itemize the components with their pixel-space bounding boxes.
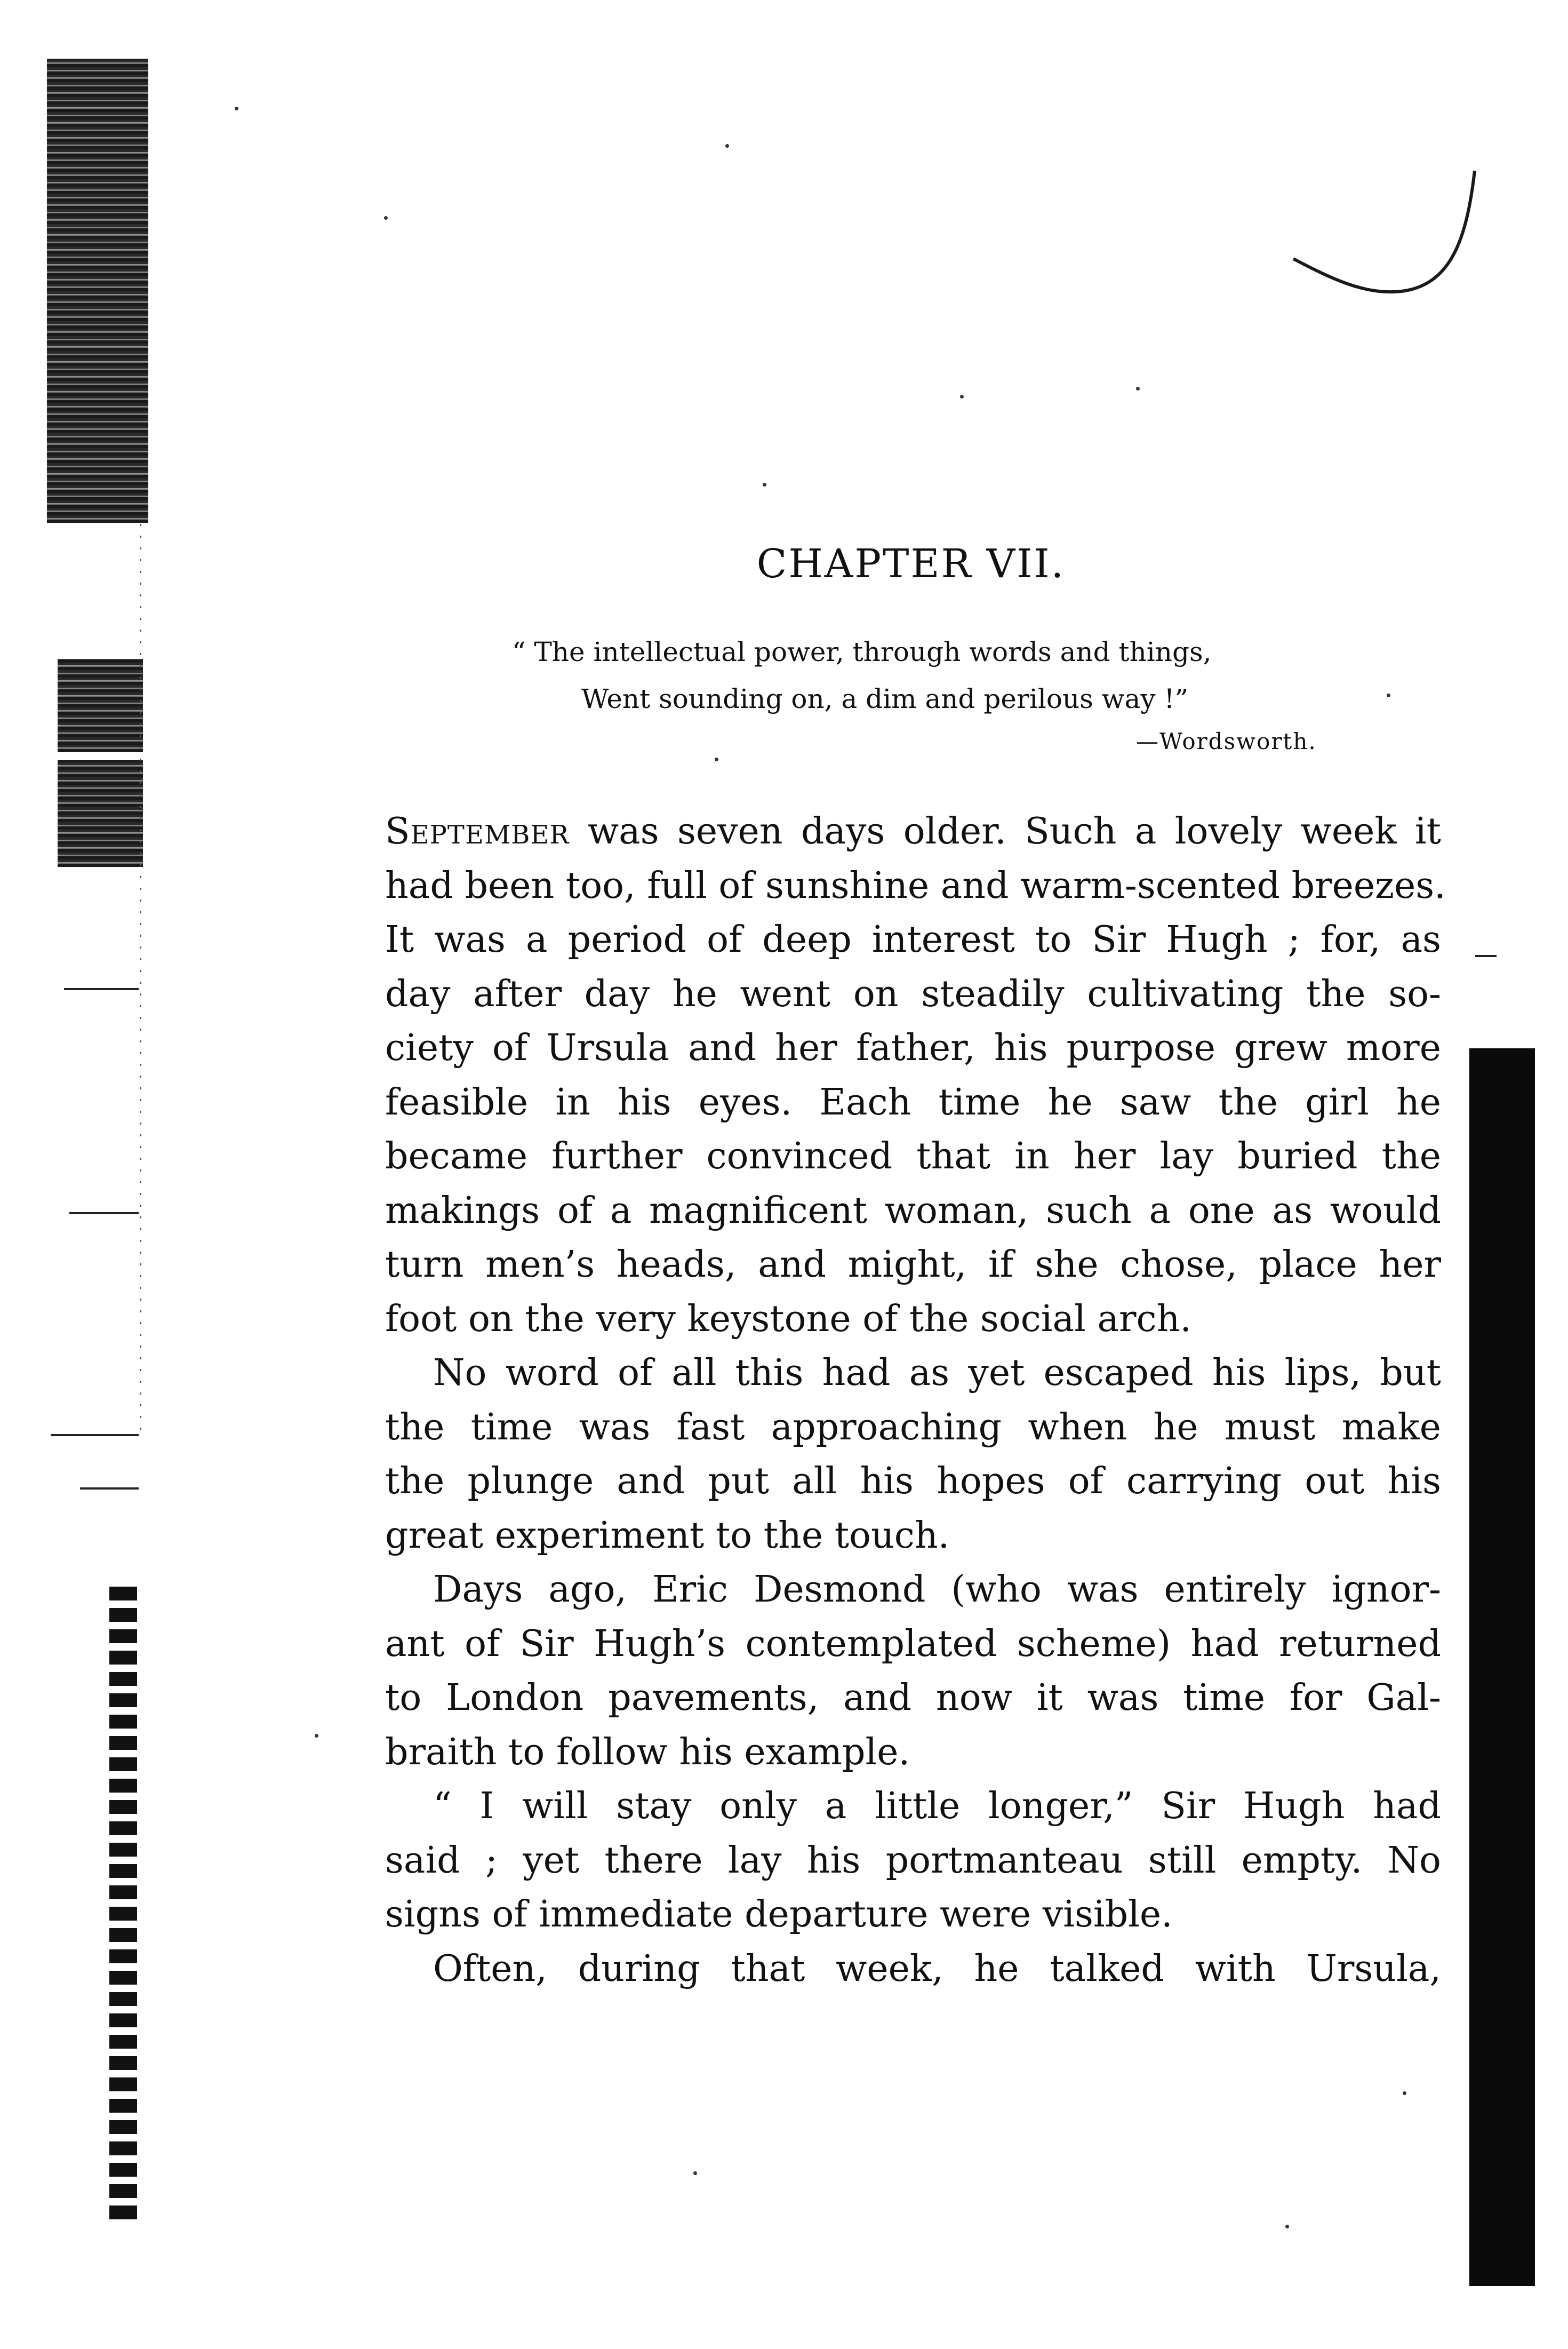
pencil-mark — [1291, 160, 1493, 320]
text-line: It was a period of deep interest to Sir Hugh ; for, as — [385, 919, 1441, 961]
scan-edge-bar — [1469, 1048, 1535, 2286]
text-line: to London pavements, and now it was time for Gal- — [385, 1677, 1441, 1719]
epigraph-line: Went sounding on, a dim and perilous way !” — [581, 683, 1189, 714]
scan-speck — [763, 483, 766, 487]
text-line: makings of a magnificent woman, such a one as would — [385, 1189, 1441, 1232]
binding-edge-dots — [140, 523, 141, 1430]
opening-small-caps: September — [385, 810, 570, 853]
scan-speck — [715, 758, 718, 761]
binding-edge-shadow — [47, 59, 148, 523]
text-line: Often, during that week, he talked with Ursula, — [433, 1947, 1441, 1990]
text-line: No word of all this had as yet escaped his lips, but — [433, 1352, 1441, 1394]
chapter-title: CHAPTER VII. — [756, 541, 1066, 587]
binding-rule — [64, 988, 139, 990]
scan-speck — [1136, 387, 1140, 391]
scan-speck — [1285, 2225, 1289, 2228]
text-line: feasible in his eyes. Each time he saw the girl he — [385, 1081, 1441, 1124]
scan-speck — [384, 216, 388, 220]
text-line: September was seven days older. Such a lovely week it — [385, 810, 1441, 853]
scan-speck — [693, 2171, 697, 2175]
text-line: became further convinced that in her lay buried the — [385, 1135, 1441, 1177]
paragraph — [385, 1942, 1441, 1996]
scan-speck — [725, 144, 729, 148]
text-line: ciety of Ursula and her father, his purpose grew more — [385, 1027, 1441, 1069]
epigraph-line: “ The intellectual power, through words and things, — [512, 636, 1212, 667]
text-line: signs of immediate departure were visible. — [385, 1893, 1173, 1936]
binding-rule — [80, 1487, 139, 1490]
scan-speck — [1403, 2091, 1406, 2095]
text-line: said ; yet there lay his portmanteau still empty. No — [385, 1839, 1441, 1882]
binding-rule — [69, 1212, 139, 1214]
paragraph — [385, 805, 1446, 1346]
paragraph — [385, 1563, 1441, 1779]
scan-speck — [315, 1734, 318, 1738]
text-line: had been too, full of sunshine and warm-scented breezes. — [385, 864, 1446, 907]
binding-rule — [51, 1434, 139, 1436]
text-line: great experiment to the touch. — [385, 1514, 950, 1557]
chapter-body — [385, 805, 1446, 1996]
binding-edge-marks — [109, 1579, 137, 2219]
text-line: foot on the very keystone of the social arch. — [385, 1297, 1192, 1340]
epigraph — [512, 628, 1440, 722]
margin-dash — [1475, 955, 1497, 957]
text-line: turn men’s heads, and might, if she chose, place her — [385, 1244, 1441, 1286]
text-line: “ I will stay only a little longer,” Sir Hugh had — [433, 1785, 1441, 1827]
text-line: Days ago, Eric Desmond (who was entirely ignor- — [433, 1568, 1441, 1611]
text-line: day after day he went on steadily cultivating the so- — [385, 973, 1441, 1015]
binding-edge-shadow — [58, 659, 143, 752]
scan-speck — [960, 395, 964, 399]
text-line: braith to follow his example. — [385, 1731, 910, 1773]
epigraph-attribution: —Wordsworth. — [1136, 728, 1317, 754]
scan-speck — [235, 107, 238, 110]
text-line: ant of Sir Hugh’s contemplated scheme) had returned — [385, 1622, 1441, 1665]
paragraph — [385, 1346, 1441, 1563]
binding-edge-shadow — [58, 760, 143, 867]
text-line: the time was fast approaching when he must make — [385, 1406, 1441, 1448]
text-line: the plunge and put all his hopes of carrying out his — [385, 1460, 1441, 1502]
paragraph — [385, 1779, 1441, 1942]
